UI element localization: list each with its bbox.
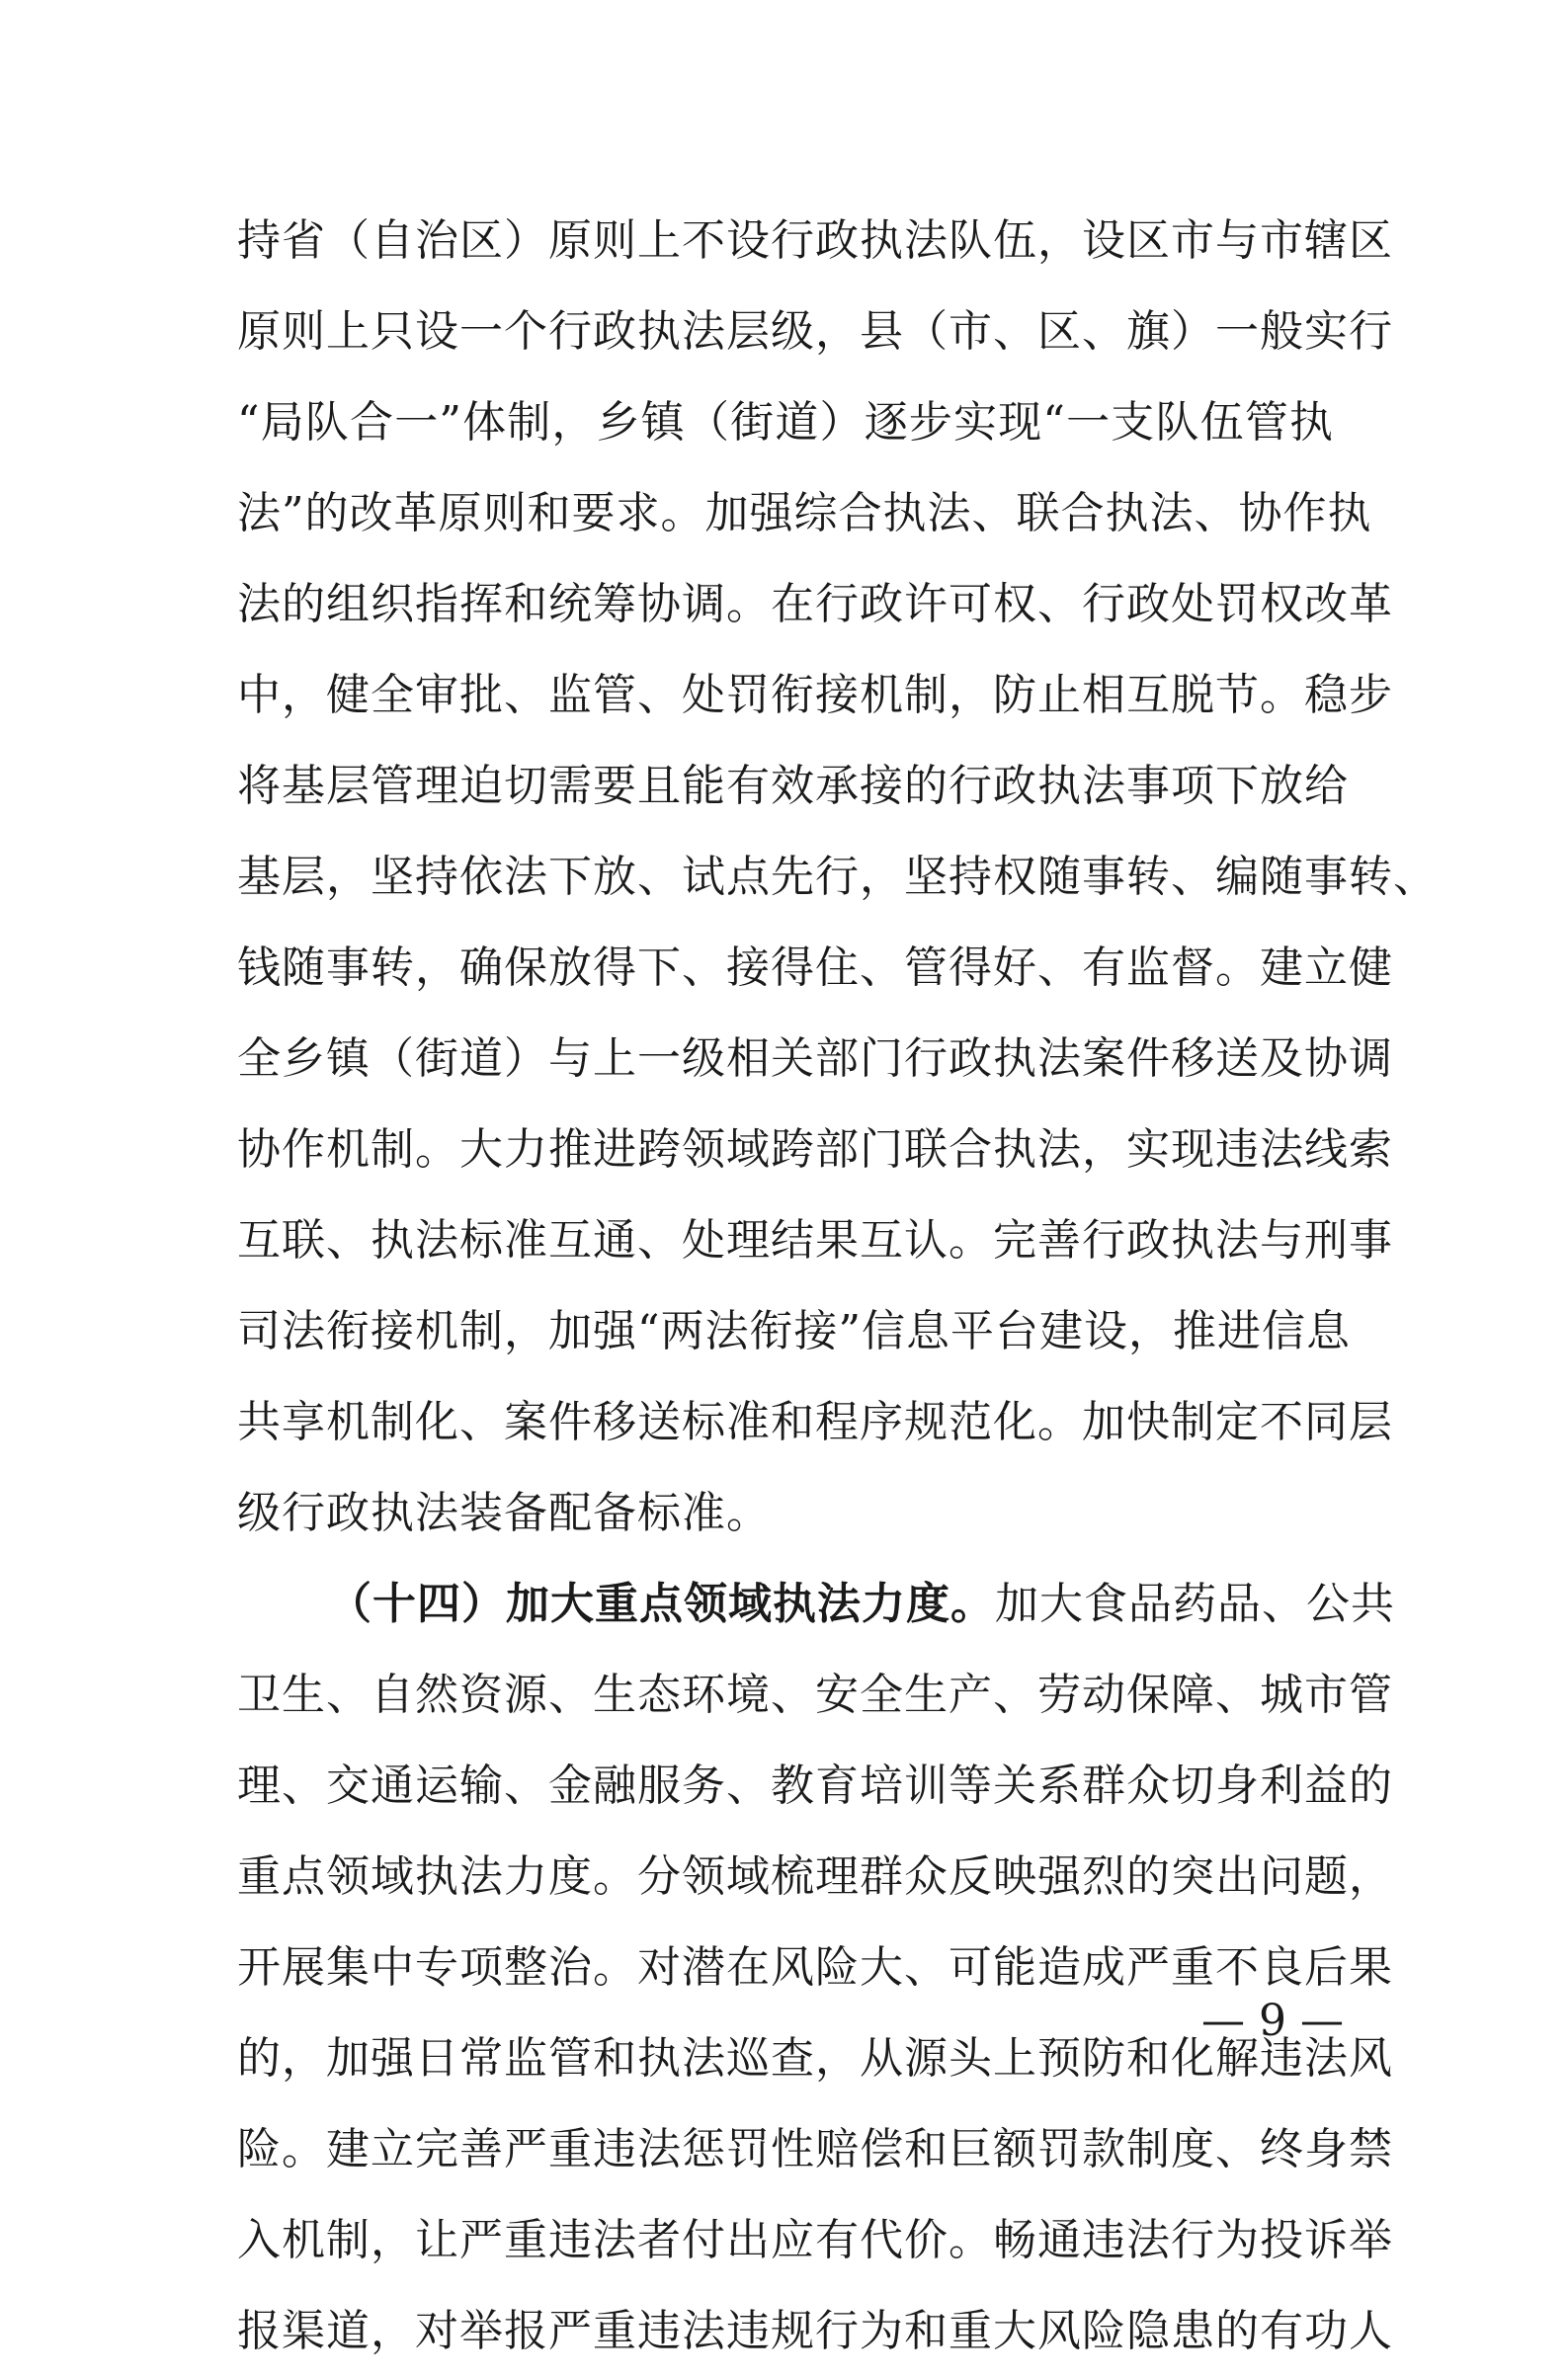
text-line: 持省（自治区）原则上不设行政执法队伍，设区市与市辖区 [237,215,1393,266]
section-first-line-text: 加大食品药品、公共 [995,1579,1395,1629]
text-line: 法”的改革原则和要求。加强综合执法、联合执法、协作执 [237,488,1372,538]
text-line: 开展集中专项整治。对潜在风险大、可能造成严重不良后果 [237,1942,1393,1993]
text-line: 将基层管理迫切需要且能有效承接的行政执法事项下放给 [237,761,1349,811]
text-line: 互联、执法标准互通、处理结果互认。完善行政执法与刑事 [237,1215,1393,1266]
text-line: 原则上只设一个行政执法层级，县（市、区、旗）一般实行 [237,306,1393,357]
text-line: 重点领域执法力度。分领域梳理群众反映强烈的突出问题， [237,1851,1393,1902]
text-line: 的，加强日常监管和执法巡查，从源头上预防和化解违法风 [237,2033,1393,2084]
text-line: 中，健全审批、监管、处罚衔接机制，防止相互脱节。稳步 [237,670,1393,720]
section-heading: （十四）加大重点领域执法力度。 [328,1579,995,1629]
text-line: 全乡镇（街道）与上一级相关部门行政执法案件移送及协调 [237,1033,1393,1084]
text-line: 入机制，让严重违法者付出应有代价。畅通违法行为投诉举 [237,2215,1393,2265]
section-first-line [237,1559,1395,1650]
text-line: 级行政执法装备配备标准。 [237,1488,771,1538]
text-line: 共享机制化、案件移送标准和程序规范化。加快制定不同层 [237,1397,1393,1447]
text-line: 法的组织指挥和统筹协调。在行政许可权、行政处罚权改革 [237,579,1393,629]
text-line: 险。建立完善严重违法惩罚性赔偿和巨额罚款制度、终身禁 [237,2124,1393,2174]
text-line: 报渠道，对举报严重违法违规行为和重大风险隐患的有功人 [237,2306,1393,2356]
text-line: 卫生、自然资源、生态环境、安全生产、劳动保障、城市管 [237,1670,1393,1720]
text-line: 理、交通运输、金融服务、教育培训等关系群众切身利益的 [237,1761,1393,1811]
text-line: 协作机制。大力推进跨领域跨部门联合执法，实现违法线索 [237,1124,1393,1175]
text-line: 钱随事转，确保放得下、接得住、管得好、有监督。建立健 [237,943,1393,993]
text-line: 司法衔接机制，加强“两法衔接”信息平台建设，推进信息 [237,1306,1351,1356]
text-line: 基层，坚持依法下放、试点先行，坚持权随事转、编随事转、 [237,852,1438,902]
page-number: — 9 — [1201,1996,1344,2046]
text-line: “局队合一”体制，乡镇（街道）逐步实现“一支队伍管执 [237,397,1334,448]
